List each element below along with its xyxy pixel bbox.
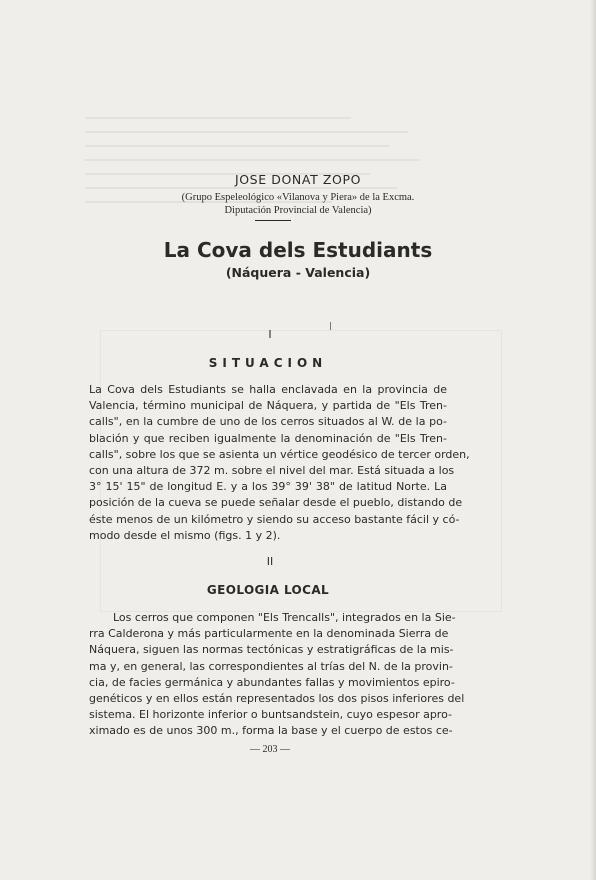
text-line: Los cerros que componen "Els Trencalls", integrados en la Sie- xyxy=(113,611,456,624)
text-line: posición de la cueva se puede señalar desde el pueblo, distando de xyxy=(89,496,463,510)
section-paragraph-geologia xyxy=(89,610,465,740)
text-line: modo desde el mismo (figs. 1 y 2). xyxy=(89,528,281,542)
text-line: cia, de facies germánica y abundantes fallas y movimientos epiro- xyxy=(89,675,455,689)
text-line: con una altura de 372 m. sobre el nivel del mar. Está situada a los xyxy=(89,464,455,478)
article-subtitle: (Náquera - Valencia) xyxy=(225,265,371,280)
text-line: 3° 15' 15" de longitud E. y a los 39° 39' 38" de latitud Norte. La xyxy=(89,480,447,494)
text-line: blación y que reciben igualmente la denominación de "Els Tren- xyxy=(89,431,447,445)
text-line: La Cova dels Estudiants se halla enclavada en la provincia de xyxy=(89,383,447,396)
text-line: ma y, en general, las correspondientes al trías del N. de la provin- xyxy=(89,659,453,673)
text-line: ximado es de unos 300 m., forma la base y el cuerpo de estos ce- xyxy=(89,724,453,738)
text-line: Náquera, siguen las normas tectónicas y estratigráficas de la mis- xyxy=(89,643,454,657)
title-rule xyxy=(255,220,291,221)
section-numeral-2: II xyxy=(266,555,274,568)
text-line: genéticos y en ellos están representados los dos pisos inferiores del xyxy=(89,692,465,706)
section-paragraph-situacion xyxy=(89,382,470,544)
affiliation-line-2: Diputación Provincial de Valencia) xyxy=(224,205,372,216)
article-title: La Cova dels Estudiants xyxy=(163,238,433,262)
text-line: calls", en la cumbre de uno de los cerros situados al W. de la po- xyxy=(89,415,447,429)
section-heading-situacion: SITUACION xyxy=(208,356,328,370)
text-line: calls", sobre los que se asienta un vértice geodésico de tercer orden, xyxy=(89,447,470,461)
text-line: éste menos de un kilómetro y siendo su acceso bastante fácil y có- xyxy=(89,512,460,526)
text-line: Valencia, término municipal de Náquera, y partida de "Els Tren- xyxy=(89,399,447,413)
text-line: sistema. El horizonte inferior o buntsandstein, cuyo espesor apro- xyxy=(89,708,452,722)
affiliation-line-1: (Grupo Espeleológico «Vilanova y Piera» de la Excma. xyxy=(181,192,415,203)
page-number: — 203 — xyxy=(250,744,290,755)
author-name: JOSE DONAT ZOPO xyxy=(234,172,362,187)
section-numeral-1: I xyxy=(268,328,272,341)
page-edge-shadow xyxy=(590,0,596,880)
section-heading-geologia-local: GEOLOGIA LOCAL xyxy=(206,583,330,597)
text-line: rra Calderona y más particularmente en la denominada Sierra de xyxy=(89,627,449,641)
